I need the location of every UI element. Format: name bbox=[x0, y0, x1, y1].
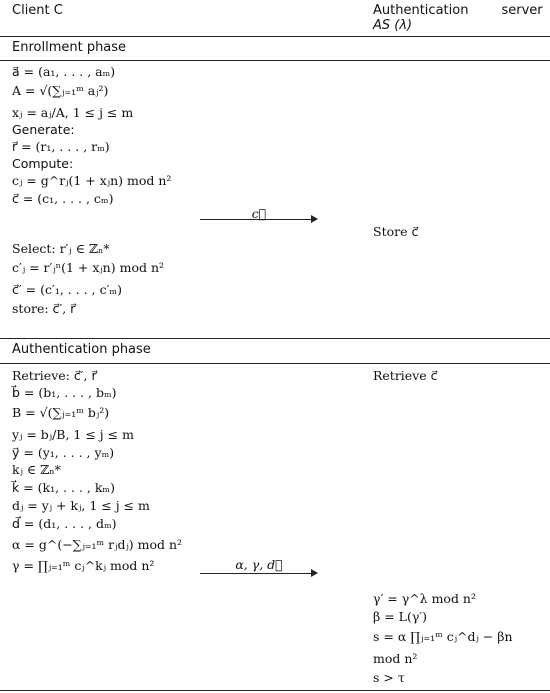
auth-line-B-norm: B = √(∑ⱼ₌₁ᵐ bⱼ²) bbox=[12, 405, 110, 420]
server-header-line1: Authentication server bbox=[373, 3, 543, 18]
auth-line-alpha: α = g^(−∑ⱼ₌₁ᵐ rⱼdⱼ) mod n² bbox=[12, 537, 183, 552]
header-rule bbox=[0, 36, 550, 37]
auth-line-k-vector: k⃗ = (k₁, . . . , kₘ) bbox=[12, 480, 115, 495]
arrow-shaft bbox=[200, 573, 314, 574]
arrow-right-icon bbox=[311, 215, 318, 223]
auth-server-beta: β = L(γ′) bbox=[373, 609, 428, 624]
auth-line-d-vector: d⃗ = (d₁, . . . , dₘ) bbox=[12, 516, 117, 531]
enroll-line-select: Select: r′ⱼ ∈ ℤₙ* bbox=[12, 241, 110, 256]
auth-line-k-j: kⱼ ∈ ℤₙ* bbox=[12, 462, 61, 477]
client-column-header: Client C bbox=[12, 3, 63, 18]
enroll-line-a-vector: a⃗ = (a₁, . . . , aₘ) bbox=[12, 64, 116, 79]
arrow-right-icon bbox=[311, 569, 318, 577]
enroll-line-A-norm: A = √(∑ⱼ₌₁ᵐ aⱼ²) bbox=[12, 83, 109, 98]
enroll-line-r-vector: r⃗ = (r₁, . . . , rₘ) bbox=[12, 139, 110, 154]
auth-arrow-label: α, γ, d⃗ bbox=[235, 557, 283, 572]
authentication-phase-title: Authentication phase bbox=[12, 342, 151, 357]
auth-line-y-vector: y⃗ = (y₁, . . . , yₘ) bbox=[12, 445, 115, 460]
auth-server-gamma-prime: γ′ = γ^λ mod n² bbox=[373, 591, 476, 606]
phase-separator-rule bbox=[0, 338, 550, 339]
enroll-line-c-vector: c⃗ = (c₁, . . . , cₘ) bbox=[12, 191, 114, 206]
server-header-line2: AS (λ) bbox=[373, 18, 413, 33]
enroll-line-generate: Generate: bbox=[12, 122, 75, 137]
enrollment-title-rule bbox=[0, 60, 550, 61]
enroll-line-c-prime-vector: c⃗′ = (c′₁, . . . , c′ₘ) bbox=[12, 282, 122, 297]
enroll-line-c-prime-j: c′ⱼ = r′ⱼⁿ(1 + xⱼn) mod n² bbox=[12, 260, 165, 275]
auth-line-retrieve: Retrieve: c⃗′, r⃗ bbox=[12, 368, 97, 383]
enroll-line-c-j: cⱼ = g^rⱼ(1 + xⱼn) mod n² bbox=[12, 173, 172, 188]
auth-server-retrieve: Retrieve c⃗ bbox=[373, 368, 438, 383]
enroll-server-store: Store c⃗ bbox=[373, 224, 419, 239]
auth-server-mod: mod n² bbox=[373, 651, 418, 666]
enroll-arrow bbox=[200, 212, 318, 226]
enroll-line-x: xⱼ = aⱼ/A, 1 ≤ j ≤ m bbox=[12, 105, 134, 120]
auth-arrow bbox=[200, 566, 318, 580]
auth-server-s: s = α ∏ⱼ₌₁ᵐ cⱼ^dⱼ − βn bbox=[373, 629, 513, 644]
enroll-line-compute: Compute: bbox=[12, 156, 74, 171]
enroll-line-store: store: c⃗′, r⃗ bbox=[12, 301, 76, 316]
server-column-header bbox=[373, 3, 541, 33]
auth-line-b-vector: b⃗ = (b₁, . . . , bₘ) bbox=[12, 385, 117, 400]
arrow-shaft bbox=[200, 219, 314, 220]
auth-line-d-j: dⱼ = yⱼ + kⱼ, 1 ≤ j ≤ m bbox=[12, 498, 150, 513]
auth-line-y: yⱼ = bⱼ/B, 1 ≤ j ≤ m bbox=[12, 427, 134, 442]
auth-line-gamma: γ = ∏ⱼ₌₁ᵐ cⱼ^kⱼ mod n² bbox=[12, 558, 155, 573]
authentication-title-rule bbox=[0, 363, 550, 364]
enroll-arrow-label: c⃗ bbox=[251, 206, 267, 221]
auth-server-threshold: s > τ bbox=[373, 670, 405, 685]
bottom-rule bbox=[0, 690, 550, 691]
enrollment-phase-title: Enrollment phase bbox=[12, 40, 127, 55]
